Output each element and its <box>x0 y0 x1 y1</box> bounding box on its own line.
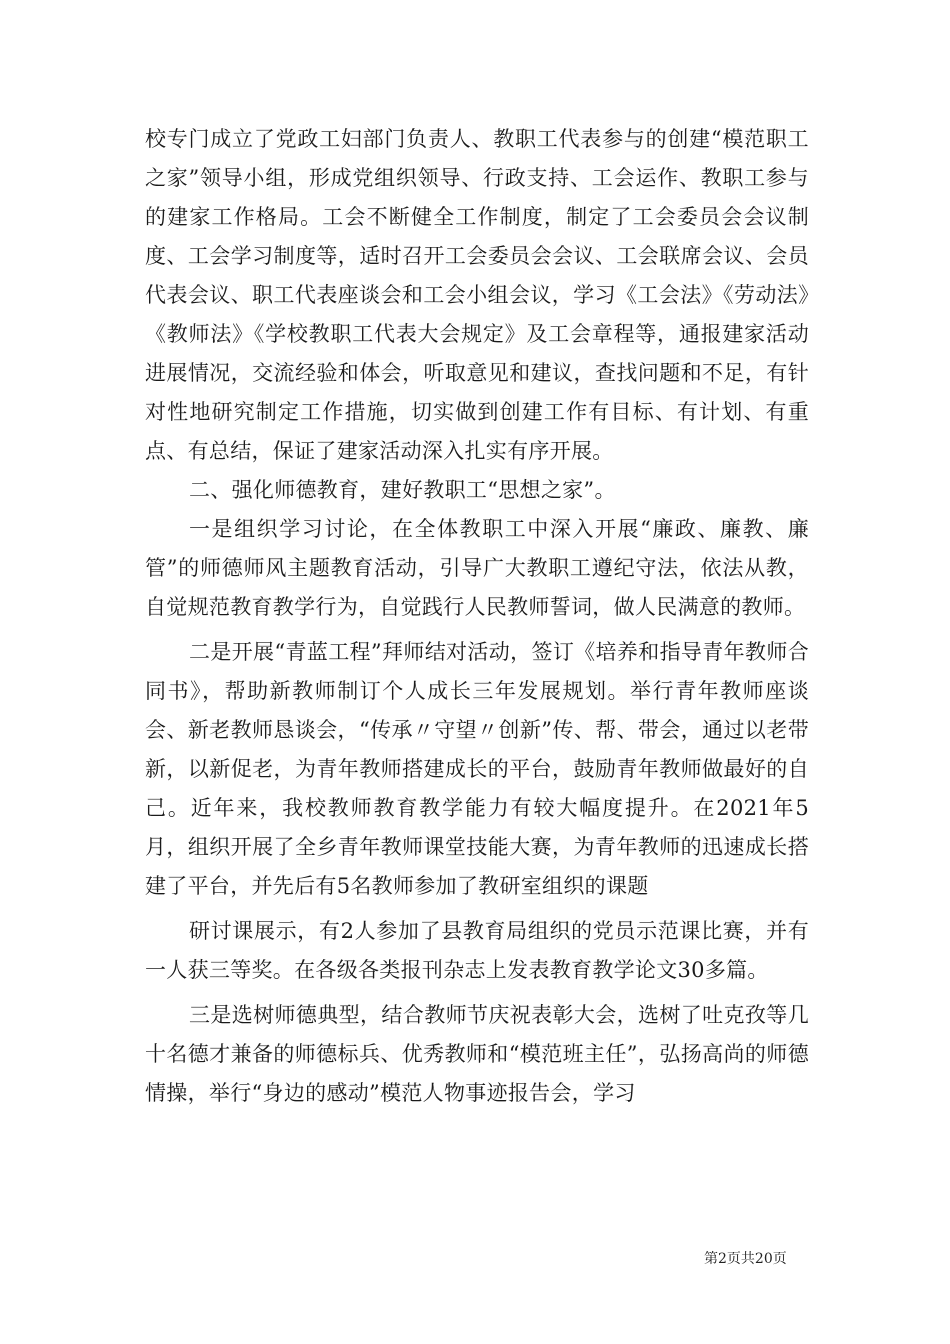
paragraph-point-1: 一是组织学习讨论，在全体教职工中深入开展“廉政、廉教、廉管”的师德师风主题教育活动，引导广大教职工遵纪守法，依法从教，自觉规范教育教学行为，自觉践行人民教师誓词，做人民满意的教师。 <box>145 517 809 619</box>
paragraph-point-2-continued: 研讨课展示，有2人参加了县教育局组织的党员示范课比赛，并有一人获三等奖。在各级各类报刊杂志上发表教育教学论文30多篇。 <box>145 919 809 982</box>
paragraph-continuation: 校专门成立了党政工妇部门负责人、教职工代表参与的创建“模范职工之家”领导小组，形成党组织领导、行政支持、工会运作、教职工参与的建家工作格局。工会不断健全工作制度，制定了工会委员会会议制度、工会学习制度等，适时召开工会委员会会议、工会联席会议、会员代表会议、职工代表座谈会和工会小组会议，学习《工会法》《劳动法》《教师法》《学校教职工代表大会规定》及工会章程等，通报建家活动进展情况，交流经验和体会，听取意见和建议，查找问题和不足，有针对性地研究制定工作措施，切实做到创建工作有目标、有计划、有重点、有总结，保证了建家活动深入扎实有序开展。 <box>145 127 809 463</box>
section-heading-2: 二、强化师德教育，建好教职工“思想之家”。 <box>189 478 616 502</box>
paragraph-point-2: 二是开展“青蓝工程”拜师结对活动，签订《培养和指导青年教师合同书》，帮助新教师制订个人成长三年发展规划。举行青年教师座谈会、新老教师恳谈会，“传承〃守望〃创新”传、帮、带会，通过以老带新，以新促老，为青年教师搭建成长的平台，鼓励青年教师做最好的自己。近年来，我校教师教育教学能力有较大幅度提升。在2021年5月，组织开展了全乡青年教师课堂技能大赛，为青年教师的迅速成长搭建了平台，并先后有5名教师参加了教研室组织的课题 <box>145 640 809 898</box>
paragraph-point-3: 三是选树师德典型，结合教师节庆祝表彰大会，选树了吐克孜等几十名德才兼备的师德标兵、优秀教师和“模范班主任”，弘扬高尚的师德情操，举行“身边的感动”模范人物事迹报告会，学习 <box>145 1003 809 1105</box>
page-number: 第2页共20页 <box>704 1251 787 1267</box>
document-body <box>145 120 809 1113</box>
